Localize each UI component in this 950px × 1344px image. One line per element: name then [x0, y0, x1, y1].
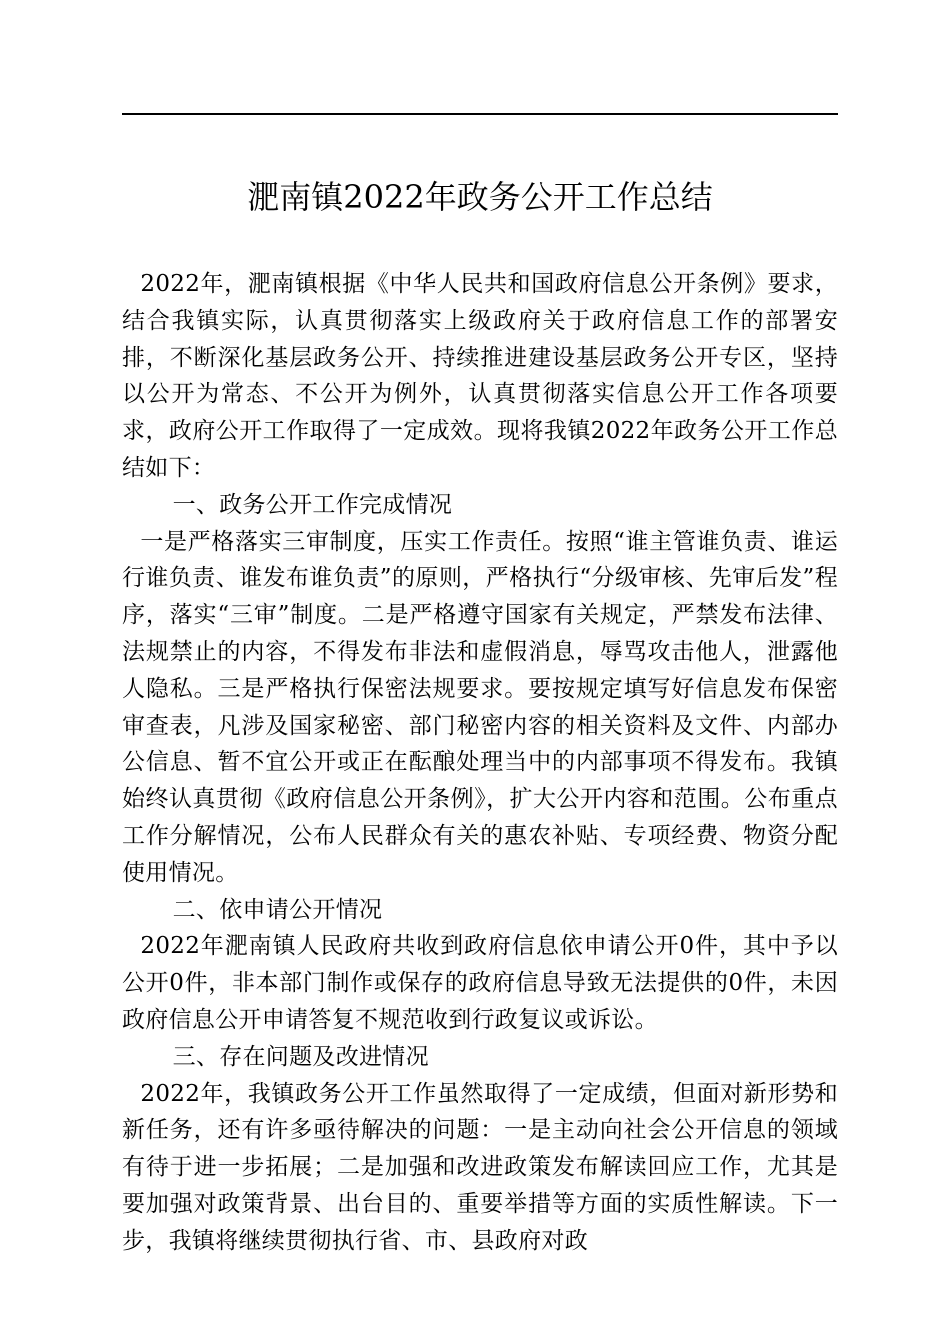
document-body: [122, 266, 838, 1260]
section-body-3: 2022年，我镇政务公开工作虽然取得了一定成绩，但面对新形势和新任务，还有许多亟待解决的问题：一是主动向社会公开信息的领域有待于进一步拓展；二是加强和改进政策发布解读回应工作，尤其是要加强对政策背景、出台目的、重要举措等方面的实质性解读。下一步，我镇将继续贯彻执行省、市、县政府对政: [122, 1080, 838, 1254]
section-heading-3: 三、存在问题及改进情况: [172, 1043, 429, 1070]
document-title: 淝南镇2022年政务公开工作总结: [247, 178, 713, 216]
section-heading-2: 二、依申请公开情况: [172, 896, 383, 923]
section-body-1: 一是严格落实三审制度，压实工作责任。按照“谁主管谁负责、谁运行谁负责、谁发布谁负责”的原则，严格执行“分级审核、先审后发”程序，落实“三审”制度。二是严格遵守国家有关规定，严禁发布法律、法规禁止的内容，不得发布非法和虚假消息，辱骂攻击他人，泄露他人隐私。三是严格执行保密法规要求。要按规定填写好信息发布保密审查表，凡涉及国家秘密、部门秘密内容的相关资料及文件、内部办公信息、暂不宜公开或正在酝酿处理当中的内部事项不得发布。我镇始终认真贯彻《政府信息公开条例》，扩大公开内容和范围。公布重点工作分解情况，公布人民群众有关的惠农补贴、专项经费、物资分配使用情况。: [122, 528, 838, 886]
section-body-2: 2022年淝南镇人民政府共收到政府信息依申请公开0件，其中予以公开0件，非本部门制作或保存的政府信息导致无法提供的0件，未因政府信息公开申请答复不规范收到行政复议或诉讼。: [122, 933, 838, 1033]
intro-paragraph: 2022年，淝南镇根据《中华人民共和国政府信息公开条例》要求，结合我镇实际，认真贯彻落实上级政府关于政府信息工作的部署安排，不断深化基层政务公开、持续推进建设基层政务公开专区，坚持以公开为常态、不公开为例外，认真贯彻落实信息公开工作各项要求，政府公开工作取得了一定成效。现将我镇2022年政务公开工作总结如下：: [122, 271, 838, 481]
section-heading-1: 一、政务公开工作完成情况: [172, 491, 453, 518]
header-rule: [122, 113, 838, 115]
